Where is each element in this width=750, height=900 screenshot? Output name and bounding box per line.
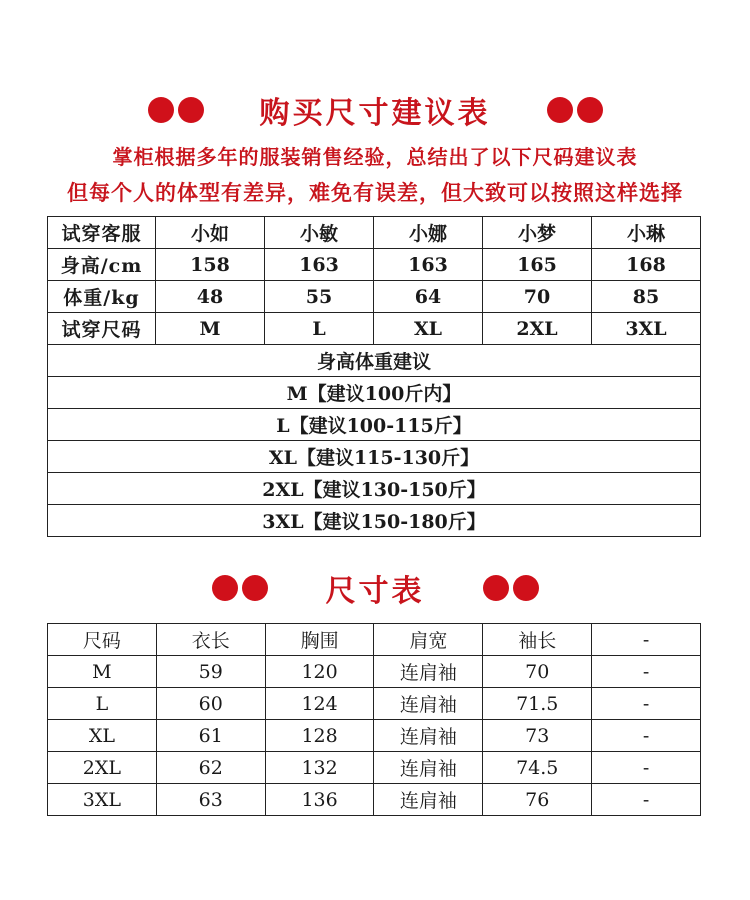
- table-header-cell: -: [592, 624, 701, 656]
- table-cell: 64: [374, 281, 483, 313]
- intro-line-2: 但每个人的体型有差异，难免有误差，但大致可以按照这样选择: [67, 180, 683, 205]
- table-row: [48, 688, 701, 720]
- table-cell: -: [592, 720, 701, 752]
- table-row: [48, 249, 701, 281]
- red-dot-icon: [148, 97, 174, 123]
- advice-heading: 身高体重建议: [48, 345, 701, 377]
- table-cell: 163: [374, 249, 483, 281]
- table-cell: 2XL: [48, 752, 157, 784]
- table-cell: -: [592, 752, 701, 784]
- table-cell: 身高/cm: [48, 249, 156, 281]
- table-cell: 128: [265, 720, 374, 752]
- table-cell: 158: [156, 249, 265, 281]
- table-cell: -: [592, 656, 701, 688]
- red-dot-icon: [483, 575, 509, 601]
- advice-row: XL【建议115-130斤】: [48, 441, 701, 473]
- table-cell: 71.5: [483, 688, 592, 720]
- table-row: [48, 656, 701, 688]
- table-cell: 小敏: [265, 217, 374, 249]
- table-row: [48, 313, 701, 345]
- fitting-table: [47, 216, 701, 537]
- table-cell: 70: [483, 281, 592, 313]
- table-cell: L: [48, 688, 157, 720]
- table-cell: 120: [265, 656, 374, 688]
- table-cell: 体重/kg: [48, 281, 156, 313]
- table-cell: 60: [156, 688, 265, 720]
- table-cell: 3XL: [592, 313, 701, 345]
- size-advice-title-row: [0, 88, 750, 132]
- table-cell: 连肩袖: [374, 720, 483, 752]
- table-header-cell: 肩宽: [374, 624, 483, 656]
- table-cell: 连肩袖: [374, 752, 483, 784]
- table-cell: M: [156, 313, 265, 345]
- table-cell: 73: [483, 720, 592, 752]
- table-cell: 48: [156, 281, 265, 313]
- red-dot-icon: [212, 575, 238, 601]
- table-cell: 2XL: [483, 313, 592, 345]
- table-row: [48, 505, 701, 537]
- table-cell: 试穿尺码: [48, 313, 156, 345]
- red-dot-icon: [577, 97, 603, 123]
- advice-row: M【建议100斤内】: [48, 377, 701, 409]
- table-cell: 小梦: [483, 217, 592, 249]
- table-cell: 74.5: [483, 752, 592, 784]
- table-cell: 70: [483, 656, 592, 688]
- table-cell: 连肩袖: [374, 784, 483, 816]
- table-header-cell: 尺码: [48, 624, 157, 656]
- table-row: [48, 281, 701, 313]
- table-cell: 163: [265, 249, 374, 281]
- table-cell: 132: [265, 752, 374, 784]
- advice-row: L【建议100-115斤】: [48, 409, 701, 441]
- decorative-dots-left: [148, 97, 204, 123]
- table-cell: L: [265, 313, 374, 345]
- decorative-dots-right: [483, 575, 539, 601]
- table-cell: 连肩袖: [374, 688, 483, 720]
- table-header-cell: 衣长: [156, 624, 265, 656]
- size-chart-title-row: [0, 566, 750, 610]
- decorative-dots-left: [212, 575, 268, 601]
- table-cell: 61: [156, 720, 265, 752]
- page-title: 购买尺寸建议表: [259, 96, 491, 131]
- table-cell: 小琳: [592, 217, 701, 249]
- table-cell: 168: [592, 249, 701, 281]
- red-dot-icon: [513, 575, 539, 601]
- red-dot-icon: [178, 97, 204, 123]
- section-title: 尺寸表: [325, 574, 425, 609]
- table-row: [48, 345, 701, 377]
- table-row: [48, 473, 701, 505]
- size-table: [47, 623, 701, 816]
- decorative-dots-right: [547, 97, 603, 123]
- red-dot-icon: [242, 575, 268, 601]
- table-cell: 小娜: [374, 217, 483, 249]
- table-cell: XL: [374, 313, 483, 345]
- red-dot-icon: [547, 97, 573, 123]
- table-cell: M: [48, 656, 157, 688]
- table-row: [48, 752, 701, 784]
- table-cell: XL: [48, 720, 157, 752]
- table-row: [48, 784, 701, 816]
- table-cell: 3XL: [48, 784, 157, 816]
- table-cell: -: [592, 784, 701, 816]
- table-cell: 165: [483, 249, 592, 281]
- advice-row: 3XL【建议150-180斤】: [48, 505, 701, 537]
- table-cell: -: [592, 688, 701, 720]
- table-header-cell: 袖长: [483, 624, 592, 656]
- table-cell: 136: [265, 784, 374, 816]
- table-cell: 59: [156, 656, 265, 688]
- table-cell: 62: [156, 752, 265, 784]
- table-cell: 124: [265, 688, 374, 720]
- table-cell: 55: [265, 281, 374, 313]
- table-row: [48, 441, 701, 473]
- table-cell: 85: [592, 281, 701, 313]
- table-cell: 76: [483, 784, 592, 816]
- table-cell: 小如: [156, 217, 265, 249]
- table-row: [48, 409, 701, 441]
- table-row: [48, 720, 701, 752]
- table-row: [48, 377, 701, 409]
- table-row: [48, 624, 701, 656]
- intro-line-1: 掌柜根据多年的服装销售经验，总结出了以下尺码建议表: [112, 145, 638, 169]
- advice-row: 2XL【建议130-150斤】: [48, 473, 701, 505]
- table-header-cell: 胸围: [265, 624, 374, 656]
- table-row: [48, 217, 701, 249]
- table-cell: 63: [156, 784, 265, 816]
- table-cell: 试穿客服: [48, 217, 156, 249]
- table-cell: 连肩袖: [374, 656, 483, 688]
